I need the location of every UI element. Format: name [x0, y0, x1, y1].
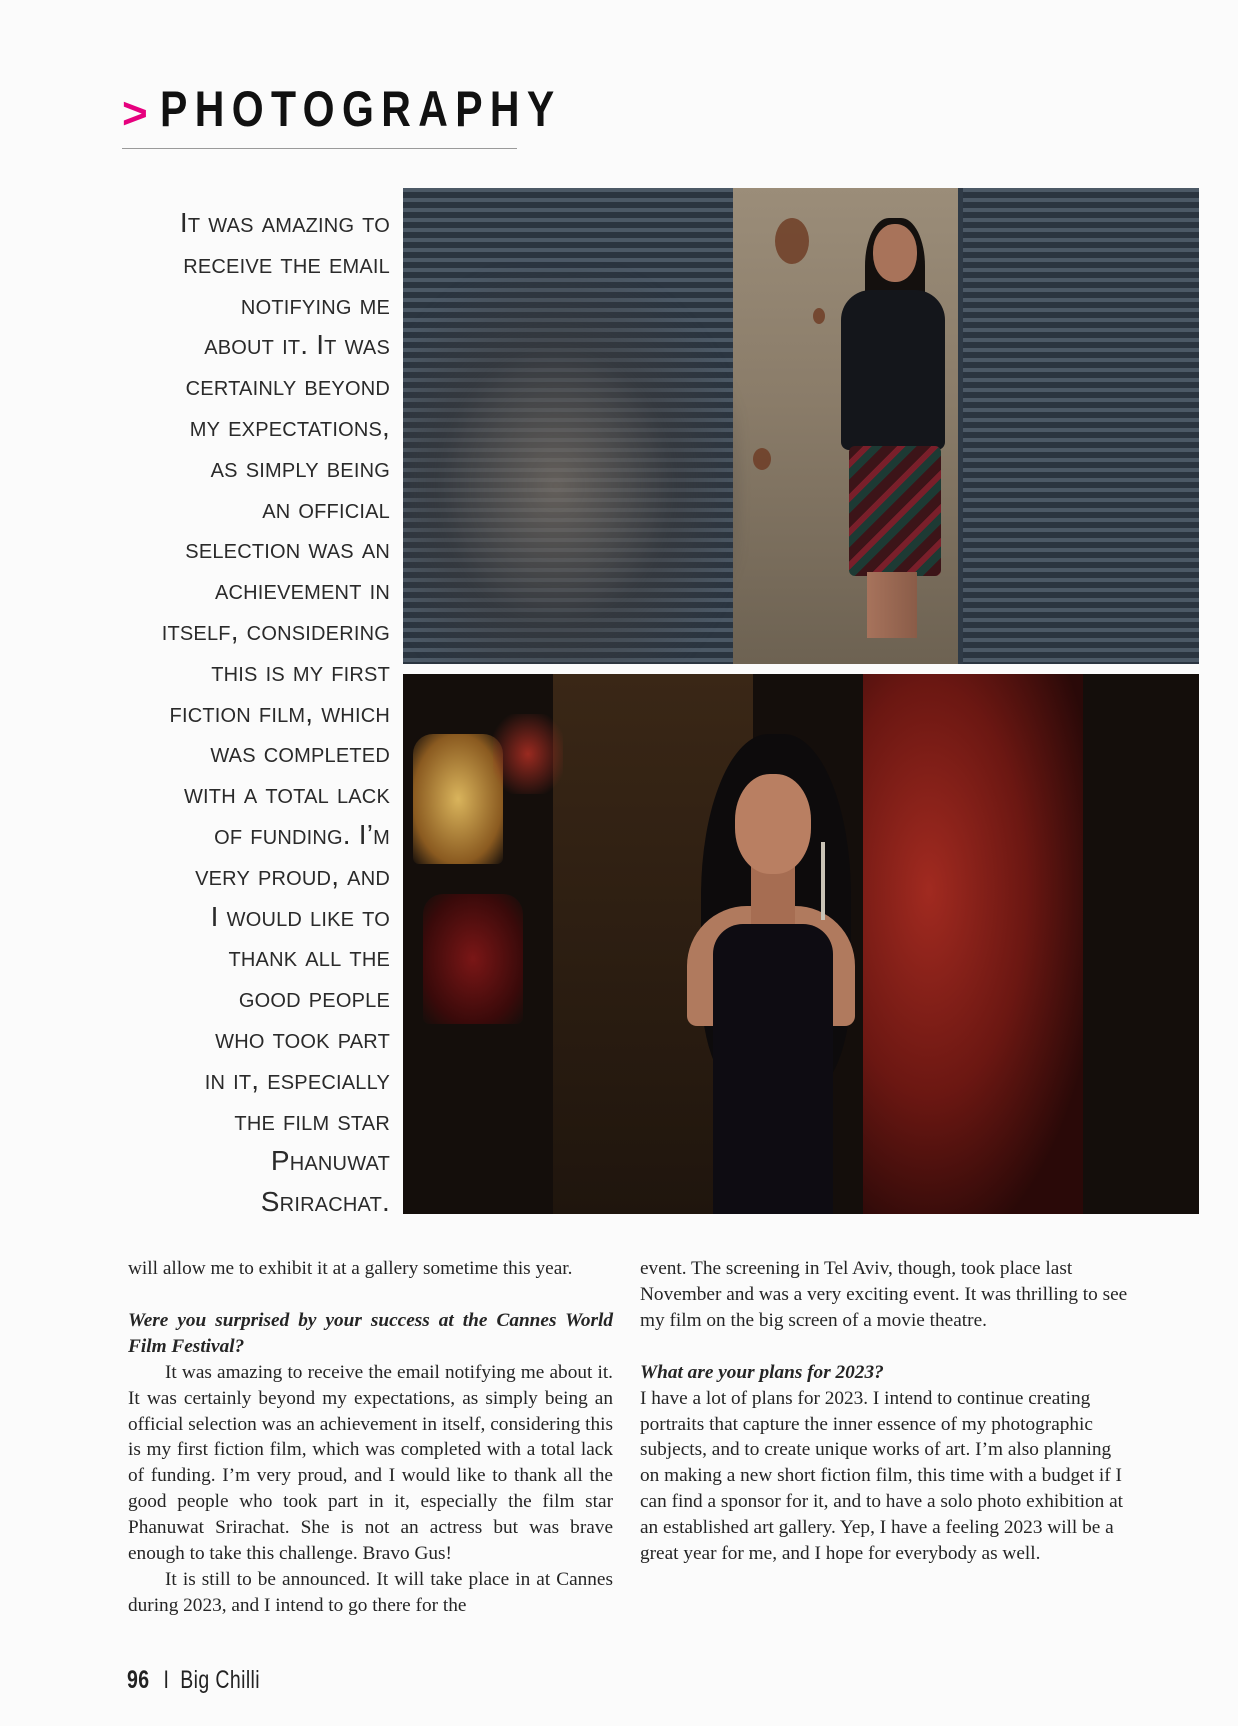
legs: [867, 572, 917, 638]
earring: [821, 842, 825, 920]
face: [735, 774, 811, 874]
lamp-glow: [413, 734, 503, 864]
section-chevron: >: [122, 89, 148, 138]
page-number: 96: [127, 1666, 150, 1694]
woman-in-blazer: [821, 218, 961, 638]
shutter-right: [963, 188, 1199, 664]
photo-interior-portrait: [403, 674, 1199, 1214]
article-column-right: [640, 1256, 1130, 1567]
interview-answer: It was amazing to receive the email notifying me about it. It was certainly beyond my expectations, as simply being an official selection was an achievement in itself, considering this is my first fiction film, which was completed with a total lack of funding. I’m very proud, and I would like to thank all the good people who took part in it, especially the film star Phanuwat Srirachat. She is not an actress but was brave enough to take this challenge. Bravo Gus!: [128, 1361, 613, 1565]
section-header: [122, 78, 562, 149]
interview-question: Were you surprised by your success at the Cannes World Film Festival?: [128, 1309, 613, 1357]
red-lantern: [423, 894, 523, 1024]
photo-street-portrait: [403, 188, 1199, 664]
interview-answer: It is still to be announced. It will take place in at Cannes during 2023, and I intend to go there for the: [128, 1568, 613, 1616]
interview-answer: I have a lot of plans for 2023. I intend to continue creating portraits that capture the inner essence of my photographic subjects, and to create unique works of art. I’m also planning on making a new short fiction film, this time with a budget if I can find a sponsor for it, and to have a solo photo exhibition at an established art gallery. Yep, I have a feeling 2023 will be a great year for me, and I hope for everybody as well.: [640, 1387, 1124, 1565]
wall-stain: [753, 448, 771, 470]
footer-separator: I: [163, 1666, 170, 1694]
paragraph: will allow me to exhibit it at a gallery sometime this year.: [128, 1258, 573, 1279]
face: [873, 224, 917, 282]
blurred-motorcyclist: [403, 268, 743, 664]
wall-stain: [775, 218, 809, 264]
red-wall: [863, 674, 1083, 1214]
page-footer: [127, 1666, 260, 1695]
interview-question: What are your plans for 2023?: [640, 1361, 884, 1383]
article-column-left: [128, 1256, 613, 1619]
patterned-skirt: [849, 446, 941, 576]
publication-name: Big Chilli: [180, 1666, 261, 1694]
section-title: PHOTOGRAPHY: [160, 81, 562, 137]
red-light: [493, 714, 563, 794]
black-dress: [713, 924, 833, 1214]
paragraph: event. The screening in Tel Aviv, though, took place last November and was a very exciting event. It was thrilling to see my film on the big screen of a movie theatre.: [640, 1258, 1128, 1331]
pull-quote: It was amazing to receive the email notifying me about it. It was certainly beyond my expectations, as simply being an official selection was an achievement in itself, considering this is my first fiction film, which was completed with a total lack of funding. I’m very proud, and I would like to thank all the good people who took part in it, especially the film star Phanuwat Srirachat.: [161, 207, 390, 1218]
blazer: [841, 290, 945, 450]
